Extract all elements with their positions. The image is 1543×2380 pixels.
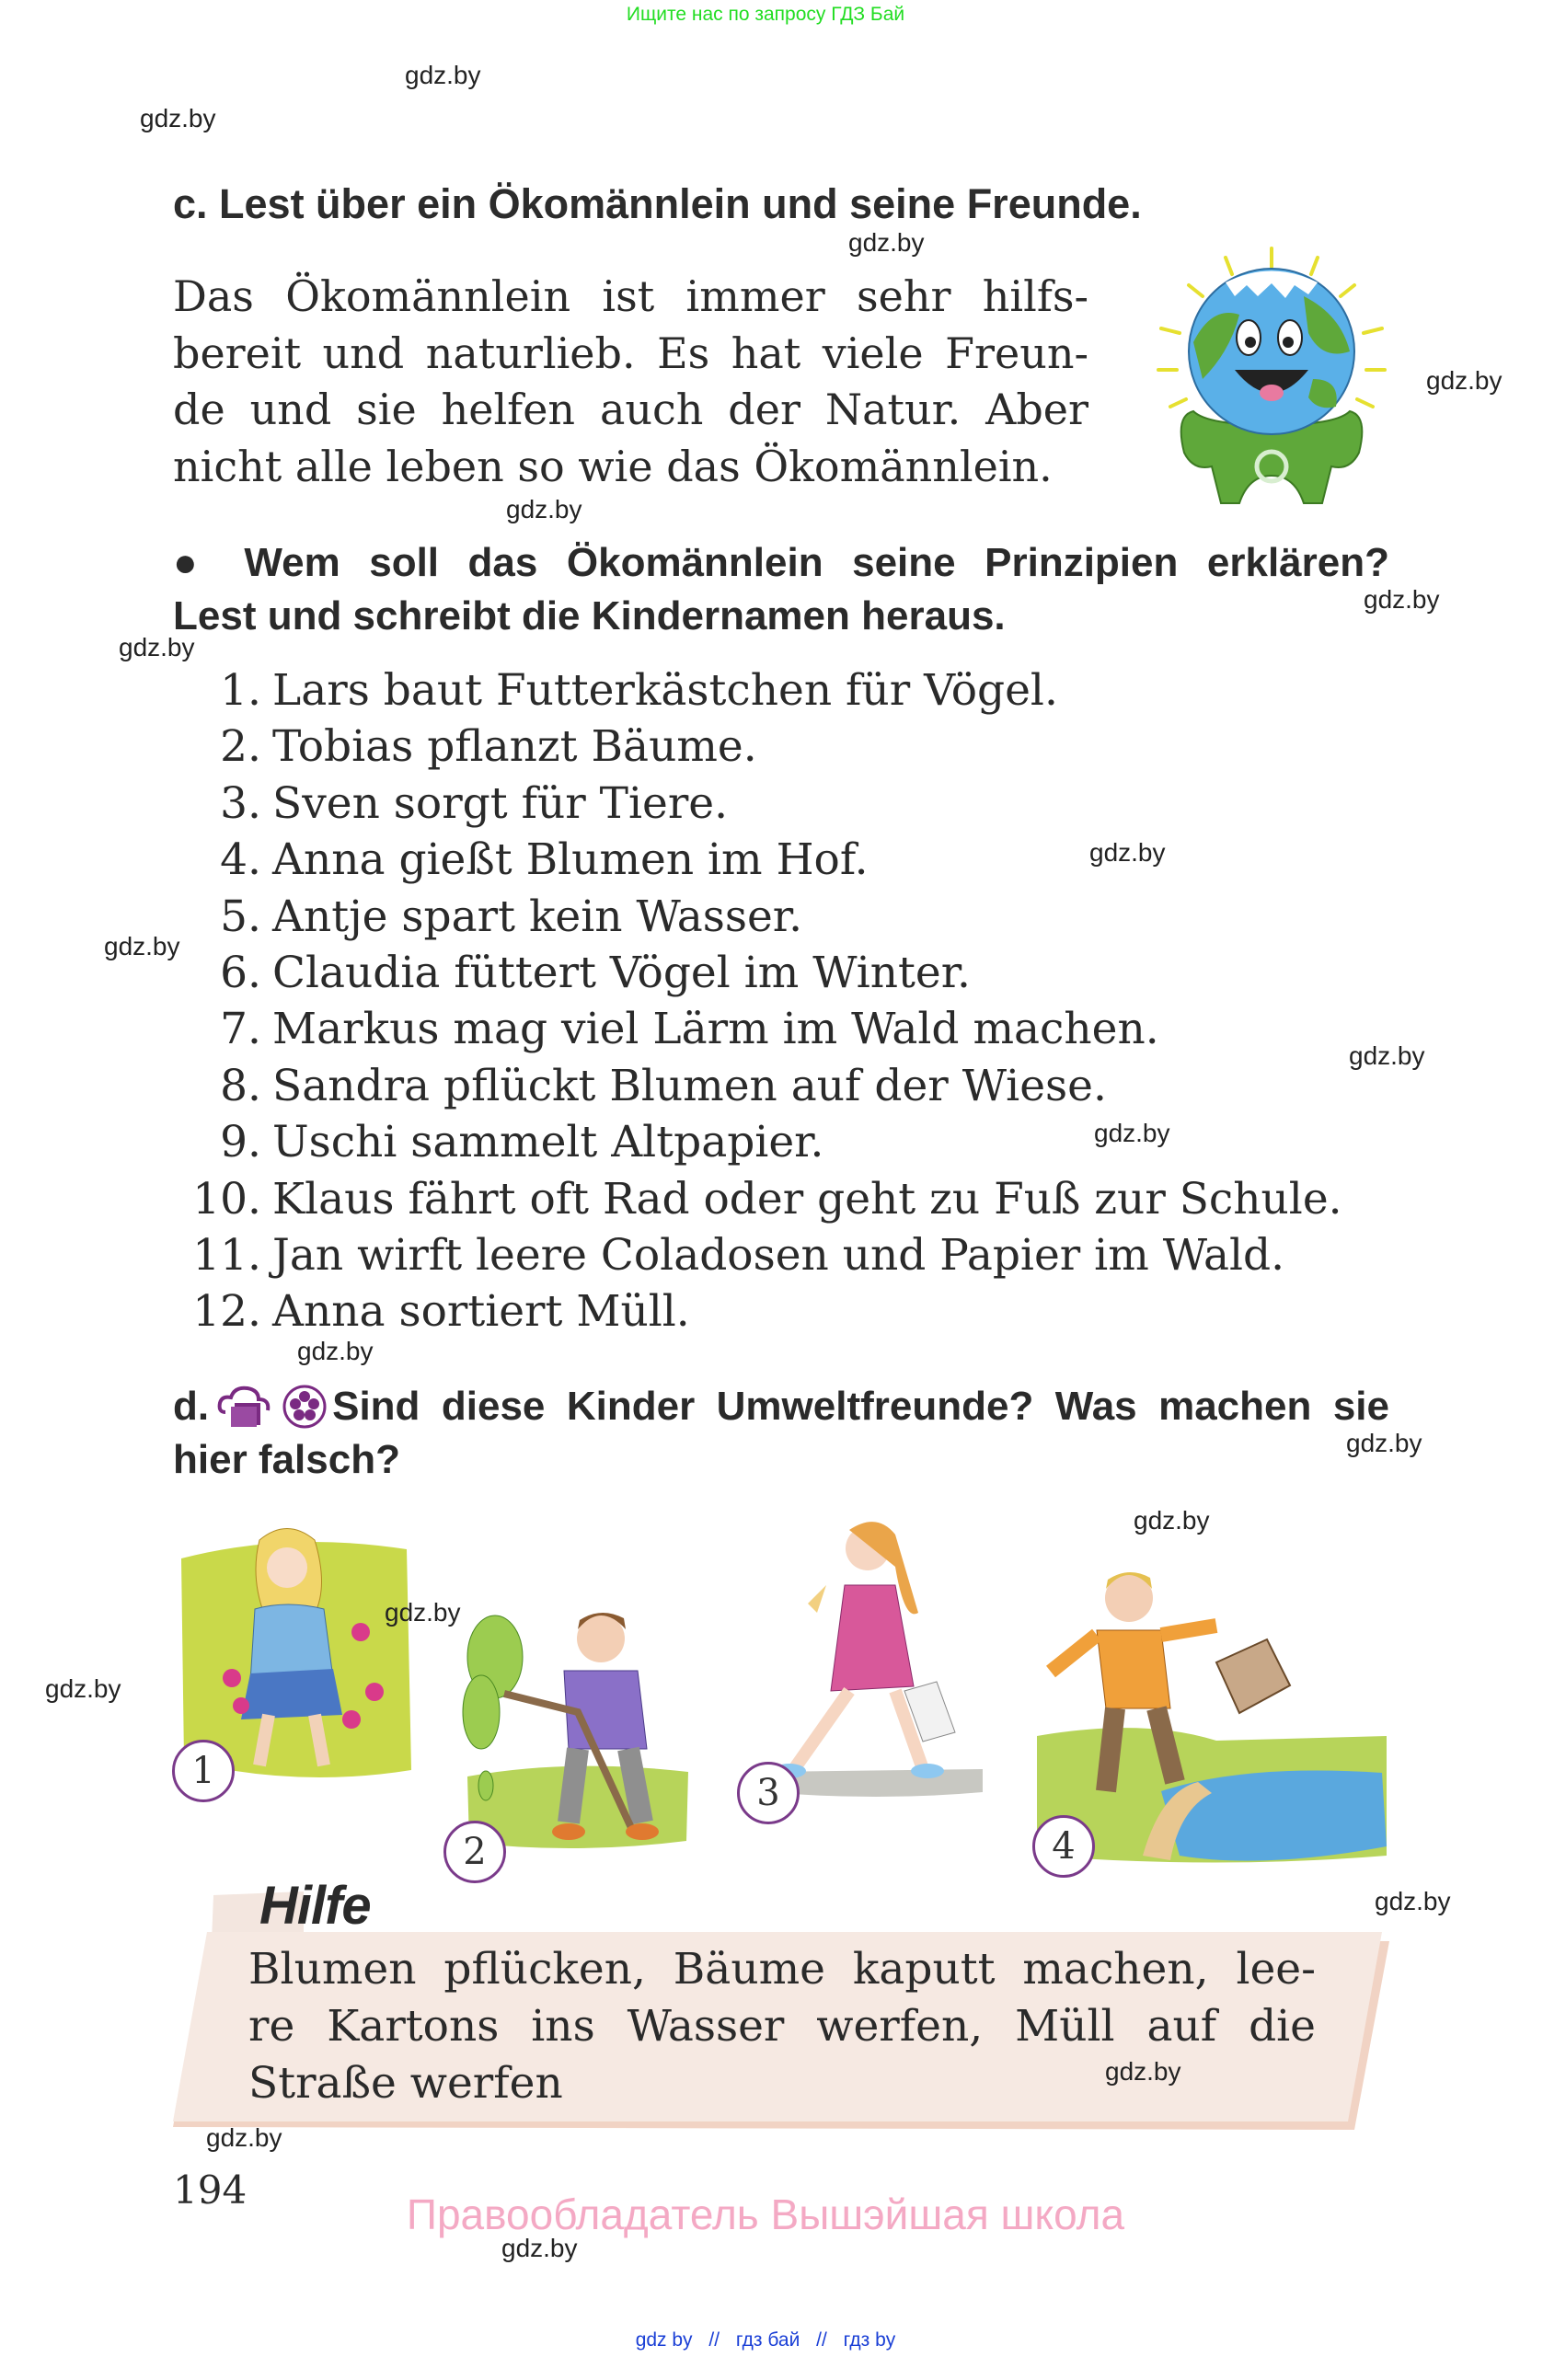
watermark: gdz.by (206, 2123, 282, 2152)
hilfe-text (248, 1941, 1316, 2112)
task-instruction (173, 536, 1389, 643)
footer-separator: // (816, 2329, 827, 2351)
list-item (173, 1283, 1342, 1339)
footer-link-gdz-by[interactable]: gdz by (635, 2329, 693, 2351)
list-item-number: 3. (220, 777, 261, 829)
section-d-heading-line: Sind diese Kinder Umweltfreunde? Was machen sie (332, 1384, 1389, 1429)
list-item (173, 1227, 1342, 1283)
list-item-number: 9. (220, 1117, 261, 1168)
footer-separator: // (708, 2329, 720, 2351)
bullet-icon: ● (173, 540, 215, 585)
picture-boy-throwing-box (1032, 1552, 1388, 1870)
section-d-heading-line: hier falsch? (173, 1437, 400, 1482)
paragraph-line: de und sie helfen auch der Natur. Aber (173, 385, 1088, 434)
watermark: gdz.by (119, 633, 195, 661)
list-item-text: Claudia füttert Vögel im Winter. (272, 948, 971, 999)
list-item-number: 12. (192, 1286, 261, 1338)
list-item-number: 5. (220, 891, 261, 942)
picture-number-badge: 2 (443, 1821, 506, 1883)
footer-link-gdz-bai[interactable]: гдз бай (735, 2329, 800, 2351)
hilfe-line: Straße werfen (248, 2058, 563, 2109)
watermark: gdz.by (104, 932, 180, 960)
list-item-text: Markus mag viel Lärm im Wald machen. (272, 1004, 1159, 1055)
copyright-notice: Правообладатель Вышэйшая школа (406, 2190, 1125, 2238)
watermark: gdz.by (1375, 1887, 1451, 1915)
list-item (173, 945, 1342, 1001)
watermark: gdz.by (1346, 1429, 1422, 1457)
list-item-number: 1. (220, 665, 261, 716)
hilfe-line: Blumen pflücken, Bäume kaputt machen, lee- (248, 1944, 1316, 1995)
list-item-text: Sandra pflückt Blumen auf der Wiese. (272, 1060, 1107, 1111)
picture-boy-breaking-tree (449, 1602, 692, 1855)
list-item-text: Anna gießt Blumen im Hof. (272, 834, 869, 886)
watermark: gdz.by (1094, 1119, 1170, 1147)
list-item (173, 1058, 1342, 1114)
list-item (173, 832, 1342, 888)
picture-number-badge: 4 (1032, 1815, 1095, 1878)
watermark: gdz.by (1426, 366, 1503, 395)
list-item-text: Sven sorgt für Tiere. (272, 777, 729, 829)
search-hint: Ищите нас по запросу ГДЗ Бай (626, 4, 905, 25)
section-d-prefix: d. (173, 1384, 210, 1429)
sentence-list (173, 662, 1342, 1340)
watermark: gdz.by (297, 1337, 374, 1365)
eco-globe-illustration (1138, 241, 1405, 508)
watermark: gdz.by (848, 228, 925, 257)
list-item (173, 776, 1342, 832)
list-item-text: Klaus fährt oft Rad oder geht zu Fuß zur Schule. (272, 1173, 1342, 1224)
watermark: gdz.by (1105, 2057, 1181, 2086)
picture-girl-littering (739, 1512, 989, 1802)
list-item-number: 11. (192, 1230, 261, 1282)
watermark: gdz.by (405, 61, 481, 89)
paragraph-line: nicht alle leben so wie das Ökomännlein. (173, 441, 1053, 491)
list-item-text: Uschi sammelt Altpapier. (272, 1117, 824, 1168)
list-item (173, 1001, 1342, 1057)
watermark: gdz.by (140, 104, 216, 132)
page-number: 194 (173, 2167, 248, 2213)
list-item-number: 7. (220, 1004, 261, 1055)
list-item (173, 1114, 1342, 1170)
section-c-heading: c. Lest über ein Ökomännlein und seine Freunde. (173, 180, 1142, 227)
list-item-text: Anna sortiert Müll. (272, 1286, 690, 1338)
hilfe-line: re Kartons ins Wasser werfen, Müll auf die (248, 2001, 1316, 2052)
list-item-text: Tobias pflanzt Bäume. (272, 721, 757, 773)
section-d-heading (173, 1380, 1389, 1487)
cloud-folder-icon (216, 1385, 277, 1429)
list-item (173, 889, 1342, 945)
hilfe-label: Hilfe (259, 1876, 371, 1936)
watermark: gdz.by (506, 495, 582, 523)
list-item-number: 10. (192, 1173, 261, 1224)
list-item (173, 1171, 1342, 1227)
list-item-number: 8. (220, 1060, 261, 1111)
task-line: Lest und schreibt die Kindernamen heraus. (173, 593, 1006, 638)
watermark: gdz.by (1349, 1041, 1425, 1070)
picture-number-badge: 3 (737, 1762, 800, 1824)
watermark: gdz.by (45, 1674, 121, 1703)
watermark: gdz.by (1134, 1506, 1210, 1535)
intro-paragraph (173, 269, 1088, 495)
list-item-number: 4. (220, 834, 261, 886)
list-item-text: Lars baut Futterkästchen für Vögel. (272, 665, 1058, 716)
paragraph-line: bereit und naturlieb. Es hat viele Freun- (173, 328, 1088, 378)
list-item (173, 662, 1342, 719)
watermark: gdz.by (385, 1598, 461, 1627)
list-item-text: Jan wirft leere Coladosen und Papier im Wald. (272, 1230, 1285, 1282)
footer-links (0, 2329, 1531, 2351)
paragraph-line: Das Ökomännlein ist immer sehr hilfs- (173, 271, 1088, 321)
task-line: Wem soll das Ökomännlein seine Prinzipien erklären? (244, 540, 1389, 585)
watermark: gdz.by (1089, 838, 1166, 867)
picture-number-badge: 1 (172, 1740, 235, 1802)
footer-link-gdz-by-ru[interactable]: гдз by (843, 2329, 896, 2351)
list-item (173, 719, 1342, 775)
list-item-number: 6. (220, 948, 261, 999)
list-item-text: Antje spart kein Wasser. (272, 891, 803, 942)
watermark: gdz.by (501, 2234, 578, 2262)
watermark: gdz.by (1364, 585, 1440, 614)
list-item-number: 2. (220, 721, 261, 773)
flower-icon (282, 1385, 327, 1429)
